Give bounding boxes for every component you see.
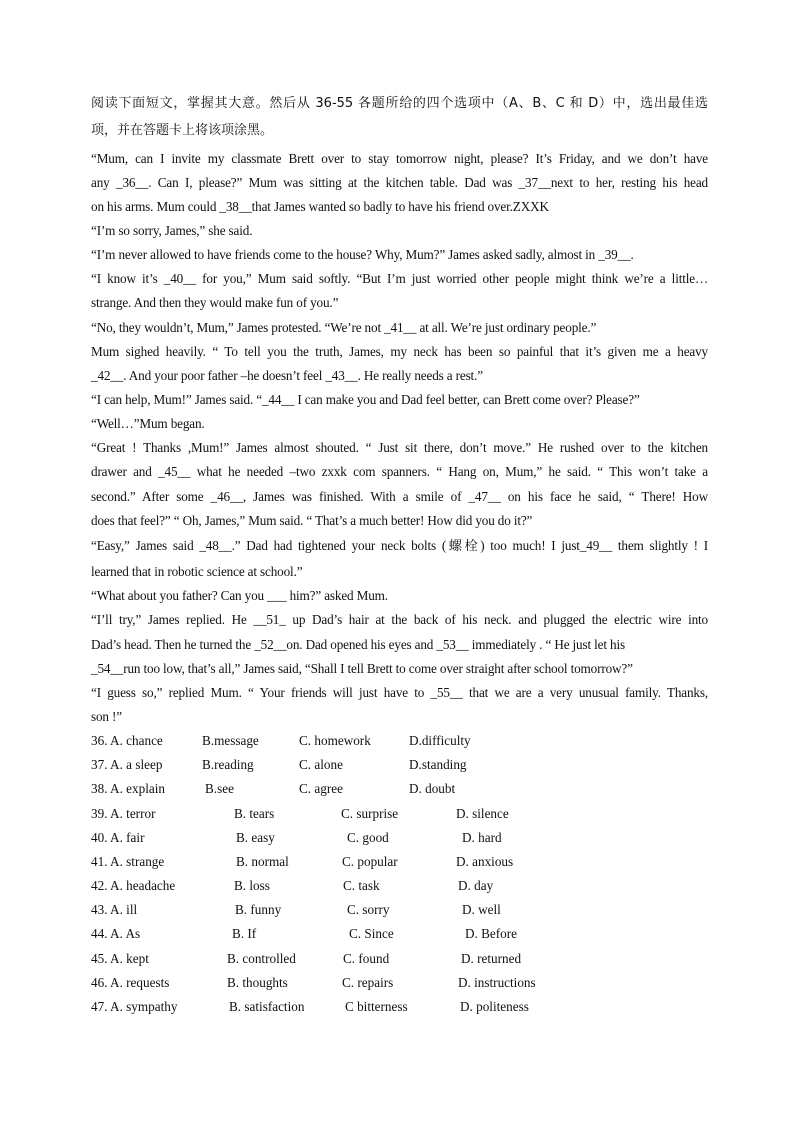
passage-line: “Great ! Thanks ,Mum!” James almost shouted. “ Just sit there, don’t move.” He rushed over to the kitchen (91, 440, 708, 455)
option-d: D. anxious (456, 854, 514, 869)
option-d: D. returned (461, 951, 522, 966)
option-c: C. agree (299, 781, 343, 796)
option-a: 46. A. requests (91, 975, 170, 990)
option-a: 47. A. sympathy (91, 999, 178, 1014)
option-d: D. doubt (409, 781, 456, 796)
option-d: D. hard (462, 830, 502, 845)
option-d: D. silence (456, 806, 509, 821)
option-b: B. controlled (227, 951, 296, 966)
option-b: B. loss (234, 878, 270, 893)
passage-line: “I guess so,” replied Mum. “ Your friends will just have to _55__ that we are a very unusual family. Thanks, (91, 685, 708, 700)
option-a: 43. A. ill (91, 902, 138, 917)
option-d: D. day (458, 878, 494, 893)
option-a: 39. A. terror (91, 806, 156, 821)
passage-line: “Easy,” James said _48__.” Dad had tightened your neck bolts (螺栓) too much! I just_49__ them slightly ! I (91, 538, 708, 553)
option-a: 40. A. fair (91, 830, 145, 845)
option-c: C. homework (299, 733, 371, 748)
option-a: 37. A. a sleep (91, 757, 163, 772)
passage-line: does that feel?” “ Oh, James,” Mum said. “ That’s a much better! How did you do it?” (91, 513, 533, 528)
passage-line: “Well…”Mum began. (91, 416, 205, 431)
option-b: B. normal (236, 854, 289, 869)
passage-line: _54__run too low, that’s all,” James said, “Shall I tell Brett to come over straight after school tomorrow?” (91, 661, 633, 676)
passage-line: learned that in robotic science at school.” (91, 564, 303, 579)
option-b: B. If (232, 926, 257, 941)
instructions-line-2: 项，并在答题卡上将该项涂黑。 (91, 123, 274, 138)
passage-line: “I’m never allowed to have friends come to the house? Why, Mum?” James asked sadly, almost in _39__. (91, 247, 634, 262)
option-d: D.difficulty (409, 733, 471, 748)
passage-line: son !” (91, 709, 122, 724)
passage-line: “No, they wouldn’t, Mum,” James protested. “We’re not _41__ at all. We’re just ordinary people.” (91, 320, 597, 335)
option-c: C. surprise (341, 806, 399, 821)
option-c: C. Since (349, 926, 394, 941)
option-b: B. funny (235, 902, 282, 917)
option-c: C. repairs (342, 975, 394, 990)
option-b: B.reading (202, 757, 254, 772)
option-b: B. easy (236, 830, 275, 845)
option-a: 44. A. As (91, 926, 141, 941)
option-b: B. thoughts (227, 975, 288, 990)
passage-line: Mum sighed heavily. “ To tell you the truth, James, my neck has been so painful that it’s given me a heavy (91, 344, 708, 359)
passage-line: second.” After some _46__, James was finished. With a smile of _47__ on his face he said, “ There! How (91, 489, 708, 504)
option-a: 38. A. explain (91, 781, 165, 796)
option-c: C. popular (342, 854, 398, 869)
option-c: C. sorry (347, 902, 390, 917)
passage-line: _42__. And your poor father –he doesn’t feel _43__. He really needs a rest.” (91, 368, 483, 383)
option-d: D. politeness (460, 999, 529, 1014)
option-b: B. satisfaction (229, 999, 305, 1014)
option-a: 42. A. headache (91, 878, 176, 893)
option-c: C. good (347, 830, 389, 845)
instructions-line-1: 阅读下面短文，掌握其大意。然后从 36-55 各题所给的四个选项中（A、B、C 和 D）中，选出最佳选 (91, 96, 708, 111)
option-c: C bitterness (345, 999, 408, 1014)
option-d: D.standing (409, 757, 467, 772)
passage-line: on his arms. Mum could _38__that James wanted so badly to have his friend over.ZXXK (91, 199, 549, 214)
option-d: D. instructions (458, 975, 536, 990)
option-b: B. tears (234, 806, 275, 821)
passage-line: any _36__. Can I, please?” Mum was sitting at the kitchen table. Dad was _37__next to her, resting his head (91, 175, 708, 190)
option-d: D. well (462, 902, 501, 917)
passage-line: “What about you father? Can you ___ him?” asked Mum. (91, 588, 388, 603)
passage-line: “I know it’s _40__ for you,” Mum said softly. “But I’m just worried other people might think we’re a little… (91, 271, 708, 286)
option-b: B.see (205, 781, 234, 796)
option-b: B.message (202, 733, 259, 748)
option-c: C. task (343, 878, 380, 893)
passage-line: “I can help, Mum!” James said. “_44__ I can make you and Dad feel better, can Brett come over? Please?” (91, 392, 640, 407)
option-a: 45. A. kept (91, 951, 149, 966)
passage-line: “Mum, can I invite my classmate Brett over to stay tomorrow night, please? It’s Friday, and we don’t have (91, 151, 708, 166)
passage-line: drawer and _45__ what he needed –two zxxk com spanners. “ Hang on, Mum,” he said. “ This won’t take a (91, 464, 708, 479)
passage-line: Dad’s head. Then he turned the _52__on. Dad opened his eyes and _53__ immediately . “ He just let his (91, 637, 625, 652)
passage-line: “I’m so sorry, James,” she said. (91, 223, 253, 238)
option-c: C. alone (299, 757, 343, 772)
passage-line: “I’ll try,” James replied. He __51_ up Dad’s hair at the back of his neck. and plugged the electric wire into (91, 612, 708, 627)
option-d: D. Before (465, 926, 517, 941)
option-a: 41. A. strange (91, 854, 165, 869)
option-c: C. found (343, 951, 390, 966)
passage-line: strange. And then they would make fun of you.” (91, 295, 339, 310)
option-a: 36. A. chance (91, 733, 163, 748)
